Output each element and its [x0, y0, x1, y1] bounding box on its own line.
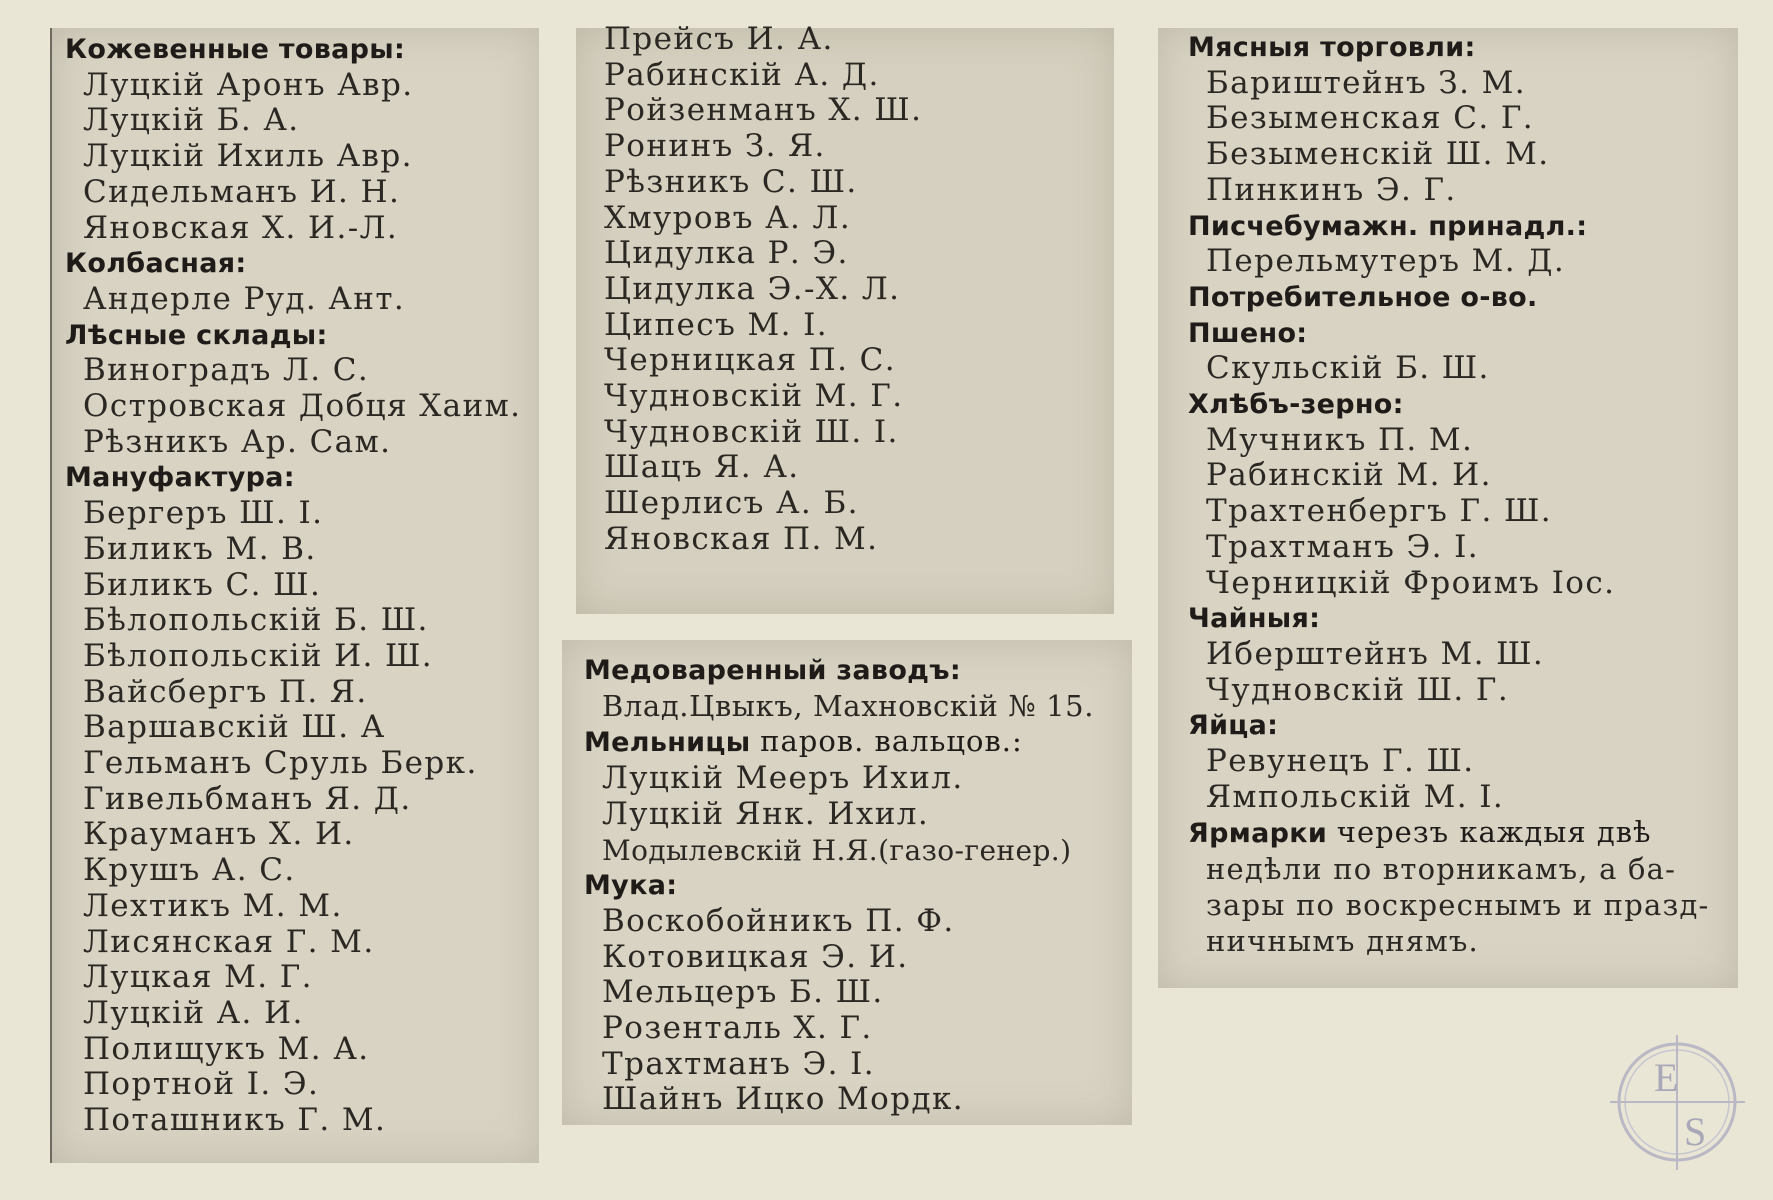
list-item: Ронинъ З. Я.	[604, 128, 826, 165]
list-item: Ципесъ М. І.	[604, 306, 828, 343]
list-item: Влад.Цвыкъ, Махновскій № 15.	[602, 688, 1095, 723]
list-item: Вайсбергъ П. Я.	[83, 673, 368, 710]
list-item: Цидулка Э.-Х. Л.	[604, 270, 901, 307]
list-item: Чудновскій М. Г.	[604, 378, 904, 415]
list-item: Перельмутеръ М. Д.	[1206, 243, 1566, 280]
list-item: Гивельбманъ Я. Д.	[83, 780, 412, 817]
list-item: Цидулка Р. Э.	[604, 235, 849, 272]
list-item: Биликъ М. В.	[83, 530, 317, 567]
list-item: Луцкій Янк. Ихил.	[602, 795, 930, 832]
list-item: Бѣлопольскій Б. Ш.	[83, 602, 429, 639]
section-heading: Колбасная:	[65, 248, 247, 280]
section-heading: Мануфактура:	[65, 462, 295, 494]
mills-heading: Мельницы	[584, 727, 751, 759]
list-item: Трахтманъ Э. І.	[602, 1045, 875, 1082]
list-item: Луцкая М. Г.	[83, 959, 313, 996]
list-item: Ревунецъ Г. Ш.	[1206, 743, 1475, 780]
list-item: Трахтманъ Э. І.	[1206, 528, 1479, 565]
list-item: Полищукъ М. А.	[83, 1030, 370, 1067]
list-item: Хмуровъ А. Л.	[604, 199, 852, 236]
list-item: Яновская Х. И.-Л.	[83, 209, 399, 246]
stamp-letter: S	[1684, 1109, 1707, 1154]
list-item: Биликъ С. Ш.	[83, 566, 322, 603]
paragraph-line: недѣли по вторникамъ, а ба-	[1206, 852, 1677, 887]
list-item: Чудновскій Ш. І.	[604, 413, 899, 450]
section-heading	[584, 724, 1094, 761]
section-heading: Потребительное о-во.	[1188, 281, 1538, 313]
left-column	[65, 32, 521, 1139]
list-item: Рабинскій М. И.	[1206, 457, 1492, 494]
list-item: Андерле Руд. Ант.	[83, 280, 406, 317]
list-item: Чудновскій Ш. Г.	[1206, 671, 1510, 708]
list-item: Рабинскій А. Д.	[604, 56, 880, 93]
section-heading: Чайныя:	[1188, 603, 1321, 635]
list-item: Сидельманъ И. Н.	[83, 173, 401, 210]
list-item: Лехтикъ М. М.	[83, 887, 343, 924]
list-item: Черницкая П. С.	[604, 342, 896, 379]
list-item: Луцкій А. И.	[83, 994, 304, 1031]
middle-bottom-column	[584, 653, 1094, 1118]
list-item: Шацъ Я. А.	[604, 449, 800, 486]
list-item: Луцкій Аронъ Авр.	[83, 66, 414, 103]
list-item: Пинкинъ Э. Г.	[1206, 171, 1457, 208]
list-item: Рѣзникъ Ар. Сам.	[83, 423, 392, 460]
list-item: Мельцеръ Б. Ш.	[602, 974, 884, 1011]
list-item: Гельманъ Сруль Берк.	[83, 745, 478, 782]
section-heading: Кожевенные товары:	[65, 34, 406, 65]
middle-top-column	[586, 22, 922, 558]
list-item: Бергеръ Ш. І.	[83, 495, 324, 532]
section-heading: Мука:	[584, 870, 678, 902]
list-item: Луцкій Мееръ Ихил.	[602, 760, 964, 797]
list-item: Крушъ А. С.	[83, 852, 296, 889]
list-item: Розенталь Х. Г.	[602, 1010, 873, 1047]
section-heading: Лѣсные склады:	[65, 319, 328, 351]
list-item: Бѣлопольскій И. Ш.	[83, 637, 434, 674]
list-item: Шайнъ Ицко Мордк.	[602, 1081, 964, 1118]
section-heading: Яйца:	[1188, 710, 1279, 742]
section-heading: Писчебумажн. принадл.:	[1188, 210, 1588, 242]
stamp-logo-icon	[1610, 1035, 1745, 1170]
list-item: Крауманъ Х. И.	[83, 816, 355, 853]
mills-note: паров. вальцов.:	[760, 724, 1023, 759]
list-item: Безыменская С. Г.	[1206, 100, 1535, 137]
right-column	[1188, 30, 1710, 959]
list-item: Безыменскій Ш. М.	[1206, 136, 1550, 173]
list-item: Луцкій Б. А.	[83, 102, 300, 139]
list-item: Яновская П. М.	[604, 520, 879, 557]
list-item: Прейсъ И. А.	[604, 21, 834, 57]
list-item: Ройзенманъ Х. Ш.	[604, 92, 923, 129]
fairs-text: черезъ каждыя двѣ	[1336, 815, 1652, 850]
section-heading	[1188, 815, 1710, 852]
list-item: Поташникъ Г. М.	[83, 1102, 387, 1139]
list-item: Трахтенбергъ Г. Ш.	[1206, 493, 1552, 530]
list-item: Бариштейнъ З. М.	[1206, 64, 1527, 101]
list-item: Модылевскій Н.Я.(газо-генер.)	[602, 833, 1072, 867]
list-item: Луцкій Ихиль Авр.	[83, 138, 413, 175]
list-item: Варшавскій Ш. А	[83, 709, 386, 746]
list-item: Портной І. Э.	[83, 1066, 320, 1103]
list-item: Котовицкая Э. И.	[602, 938, 909, 975]
section-heading: Хлѣбъ-зерно:	[1188, 389, 1404, 421]
list-item: Черницкій Фроимъ Іос.	[1206, 564, 1616, 601]
list-item: Рѣзникъ С. Ш.	[604, 163, 858, 200]
list-item: Островская Добця Хаим.	[83, 388, 522, 425]
paragraph-line: ничнымъ днямъ.	[1206, 923, 1479, 958]
section-heading: Медоваренный заводъ:	[584, 655, 961, 686]
section-heading: Мясныя торговли:	[1188, 32, 1476, 63]
list-item: Шерлисъ А. Б.	[604, 485, 859, 522]
list-item: Лисянская Г. М.	[83, 923, 375, 960]
list-item: Виноградъ Л. С.	[83, 352, 370, 389]
list-item: Ямпольскій М. І.	[1206, 778, 1505, 815]
list-item: Мучникъ П. М.	[1206, 421, 1474, 458]
list-item: Иберштейнъ М. Ш.	[1206, 635, 1545, 672]
list-item: Воскобойникъ П. Ф.	[602, 902, 955, 939]
paragraph-line: зары по воскреснымъ и празд-	[1206, 887, 1710, 922]
fairs-heading: Ярмарки	[1188, 818, 1328, 850]
list-item: Скульскій Б. Ш.	[1206, 350, 1490, 387]
section-heading: Пшено:	[1188, 317, 1308, 349]
stamp-letter: E	[1654, 1055, 1679, 1100]
